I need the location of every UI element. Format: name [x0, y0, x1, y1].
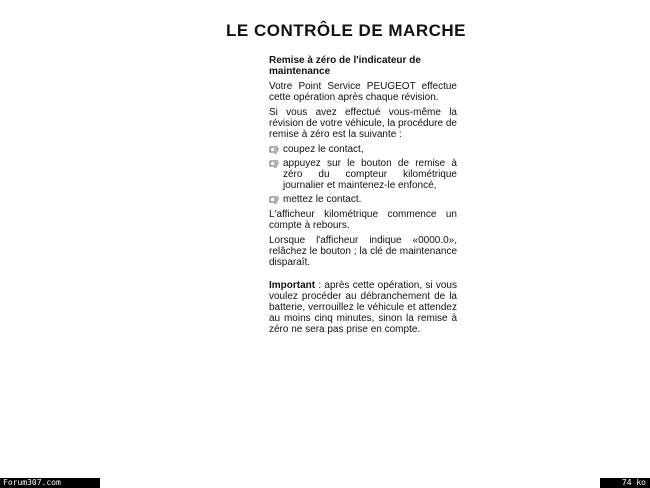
pointing-hand-icon — [269, 194, 283, 205]
step-text: mettez le contact. — [283, 194, 362, 205]
countdown-paragraph: L'afficheur kilométrique commence un compte à rebours. — [269, 209, 457, 231]
step-text: appuyez sur le bouton de remise à zéro du compteur kilométrique journalier et maintenez-le enfoncé, — [283, 158, 457, 191]
list-item — [269, 158, 457, 191]
section-heading: Remise à zéro de l'indicateur de maintenance — [269, 55, 421, 77]
step-text: coupez le contact, — [283, 144, 364, 155]
footer-file-size: 74 ko — [600, 478, 650, 488]
release-paragraph: Lorsque l'afficheur indique «0000.0», relâchez le bouton ; la clé de maintenance disparaît. — [269, 235, 457, 268]
footer-site-link[interactable]: Forum307.com — [0, 478, 100, 488]
list-item — [269, 194, 457, 205]
pointing-hand-icon — [269, 144, 283, 155]
manual-text-column — [269, 55, 457, 339]
important-text: : après cette opération, si vous voulez procéder au débranchement de la batterie, verrouillez le véhicule et attendez au moins cinq minutes, sinon la remise à zéro ne sera pas prise en compte. — [269, 280, 457, 335]
important-label: Important — [269, 280, 316, 291]
intro-paragraph: Votre Point Service PEUGEOT effectue cette opération après chaque révision. — [269, 81, 457, 103]
list-item — [269, 144, 457, 155]
pointing-hand-icon — [269, 158, 283, 169]
important-paragraph — [269, 280, 457, 335]
procedure-steps-list — [269, 144, 457, 205]
page-title: LE CONTRÔLE DE MARCHE — [226, 21, 466, 40]
procedure-intro-paragraph: Si vous avez effectué vous-même la révision de votre véhicule, la procédure de remise à zéro est la suivante : — [269, 107, 457, 140]
